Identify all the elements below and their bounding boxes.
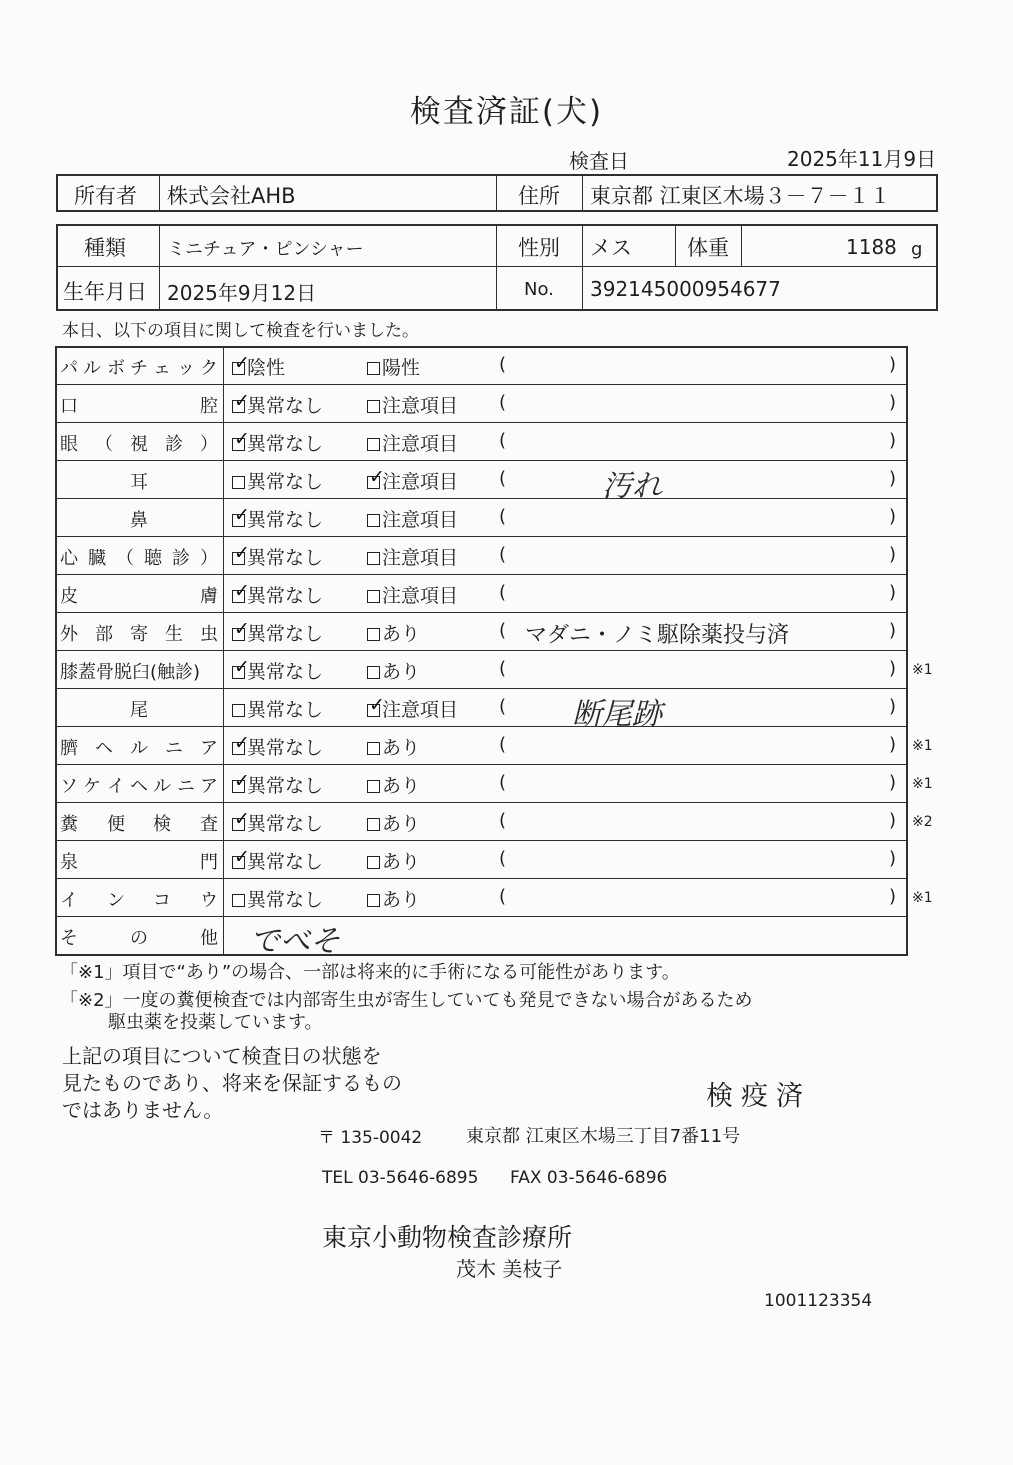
checkbox-icon[interactable] <box>232 846 250 869</box>
intro-text: 本日、以下の項目に関して検査を行いました。 <box>62 321 419 341</box>
option-normal[interactable] <box>232 391 323 418</box>
checkbox-icon[interactable] <box>232 704 245 717</box>
row-comment: 汚れ <box>602 469 662 504</box>
paren-open: ( <box>499 658 507 679</box>
row-divider <box>55 460 908 461</box>
option-abnormal-label: 注意項目 <box>382 699 459 721</box>
option-abnormal[interactable] <box>367 467 458 494</box>
paren-close: ) <box>889 734 897 755</box>
option-normal-label: 異常なし <box>247 775 324 797</box>
paren-open: ( <box>499 696 507 717</box>
checkbox-icon[interactable] <box>232 618 250 641</box>
checkbox-icon[interactable] <box>367 400 380 413</box>
row-label: 臍 ヘ ル ニ ア <box>60 738 218 759</box>
paren-close: ) <box>889 544 897 565</box>
clinic-address: 東京都 江東区木場三丁目7番11号 <box>466 1126 741 1147</box>
serial-number: 1001123354 <box>764 1291 873 1311</box>
checkbox-icon[interactable] <box>367 438 380 451</box>
paren-open: ( <box>499 354 507 375</box>
option-normal-label: 異常なし <box>247 889 324 911</box>
option-abnormal[interactable] <box>367 885 420 912</box>
row-label: 膝蓋骨脱臼(触診) <box>60 662 201 683</box>
clinic-fax: FAX 03-5646-6896 <box>510 1168 668 1188</box>
paren-open: ( <box>499 544 507 565</box>
address-label: 住所 <box>518 184 560 208</box>
row-comment: 断尾跡 <box>572 697 662 732</box>
row-note: ※1 <box>912 738 933 754</box>
owner-label: 所有者 <box>74 184 137 208</box>
option-abnormal-label: あり <box>382 737 421 759</box>
birth-label: 生年月日 <box>63 280 147 304</box>
other-value: でべそ <box>250 924 340 959</box>
option-normal-label: 異常なし <box>247 509 324 531</box>
row-label: 皮 膚 <box>60 586 218 607</box>
option-normal[interactable] <box>232 695 323 722</box>
checkbox-icon[interactable] <box>232 732 250 755</box>
owner-value: 株式会社AHB <box>167 184 296 208</box>
row-note: ※1 <box>912 890 933 906</box>
sex-value: メス <box>590 236 632 260</box>
option-abnormal-label: あり <box>382 623 421 645</box>
exam-date-label: 検査日 <box>569 149 629 173</box>
checkbox-icon[interactable] <box>367 694 385 717</box>
check-mark-icon: ✓ <box>234 808 250 830</box>
option-normal-label: 異常なし <box>247 737 324 759</box>
document-title: 検査済証(犬) <box>409 94 604 130</box>
checkbox-icon[interactable] <box>367 362 380 375</box>
paren-open: ( <box>499 468 507 489</box>
checkbox-icon[interactable] <box>367 894 380 907</box>
checkbox-icon[interactable] <box>367 514 380 527</box>
checkbox-icon[interactable] <box>367 666 380 679</box>
paren-open: ( <box>499 430 507 451</box>
row-divider <box>55 574 908 575</box>
row-label: パ ル ボ チ ェ ッ ク <box>60 358 218 379</box>
weight-value: 1188 <box>846 235 897 259</box>
clinic-name: 東京小動物検査診療所 <box>322 1223 573 1252</box>
option-normal[interactable] <box>232 885 323 912</box>
check-mark-icon: ✓ <box>234 732 250 754</box>
paren-close: ) <box>889 430 897 451</box>
number-value: 392145000954677 <box>590 277 781 301</box>
option-abnormal[interactable] <box>367 619 420 646</box>
quarantine-stamp: 検疫済 <box>706 1081 811 1112</box>
option-abnormal[interactable] <box>367 657 420 684</box>
disclaimer-line-3: ではありません。 <box>62 1098 224 1122</box>
option-abnormal-label: あり <box>382 813 421 835</box>
option-abnormal-label: 注意項目 <box>382 471 459 493</box>
option-normal[interactable] <box>232 847 323 874</box>
option-abnormal[interactable] <box>367 353 420 380</box>
paren-open: ( <box>499 506 507 527</box>
row-divider <box>55 536 908 537</box>
checkbox-icon[interactable] <box>232 580 250 603</box>
paren-close: ) <box>889 848 897 869</box>
checkbox-icon[interactable] <box>232 894 245 907</box>
paren-open: ( <box>499 848 507 869</box>
paren-close: ) <box>889 582 897 603</box>
checkbox-icon[interactable] <box>367 818 380 831</box>
paren-close: ) <box>889 696 897 717</box>
weight-label: 体重 <box>687 236 729 260</box>
option-normal[interactable] <box>232 467 323 494</box>
option-normal[interactable] <box>232 505 323 532</box>
row-divider <box>55 916 908 917</box>
birth-value: 2025年9月12日 <box>167 281 317 305</box>
row-note: ※2 <box>912 814 933 830</box>
paren-close: ) <box>889 506 897 527</box>
option-abnormal[interactable] <box>367 505 458 532</box>
row-divider <box>55 422 908 423</box>
checkbox-icon[interactable] <box>367 780 380 793</box>
option-abnormal[interactable] <box>367 391 458 418</box>
paren-open: ( <box>499 620 507 641</box>
footnote-2-line-1: 「※2」一度の糞便検査では内部寄生虫が寄生していても発見できない場合があるため <box>60 990 753 1011</box>
row-label: 泉 門 <box>60 852 218 873</box>
number-label: No. <box>524 279 554 300</box>
option-normal-label: 異常なし <box>247 471 324 493</box>
row-label: 鼻 <box>130 510 148 531</box>
option-abnormal-label: あり <box>382 851 421 873</box>
check-mark-icon: ✓ <box>234 504 250 526</box>
checkbox-icon[interactable] <box>367 552 380 565</box>
option-abnormal-label: あり <box>382 889 421 911</box>
exam-date-value: 2025年11月9日 <box>787 147 937 171</box>
breed-label: 種類 <box>84 236 126 260</box>
option-normal[interactable] <box>232 771 323 798</box>
option-normal-label: 異常なし <box>247 547 324 569</box>
checkbox-icon[interactable] <box>232 770 250 793</box>
sex-label: 性別 <box>518 236 560 260</box>
row-label: 糞 便 検 査 <box>60 814 218 835</box>
option-normal-label: 異常なし <box>247 395 324 417</box>
paren-close: ) <box>889 772 897 793</box>
breed-value: ミニチュア・ピンシャー <box>167 239 364 260</box>
row-label: イ ン コ ウ <box>60 890 218 911</box>
option-abnormal-label: 注意項目 <box>382 547 459 569</box>
check-mark-icon: ✓ <box>234 428 250 450</box>
other-label: そ の 他 <box>60 928 218 949</box>
option-normal-label: 異常なし <box>247 813 324 835</box>
row-comment: マダニ・ノミ駆除薬投与済 <box>525 623 790 648</box>
postal-code: 〒 135-0042 <box>318 1128 423 1148</box>
option-normal[interactable] <box>232 733 323 760</box>
option-abnormal-label: 注意項目 <box>382 585 459 607</box>
address-value: 東京都 江東区木場３－７－１１ <box>590 184 891 208</box>
row-note: ※1 <box>912 776 933 792</box>
check-mark-icon: ✓ <box>234 352 250 374</box>
option-normal[interactable] <box>232 429 323 456</box>
row-label: 口 腔 <box>60 396 218 417</box>
option-abnormal-label: 注意項目 <box>382 509 459 531</box>
option-normal-label: 異常なし <box>247 585 324 607</box>
footnote-2-line-2: 駆虫薬を投薬しています。 <box>108 1012 323 1033</box>
paren-open: ( <box>499 886 507 907</box>
option-abnormal[interactable] <box>367 581 458 608</box>
row-divider <box>55 764 908 765</box>
paren-open: ( <box>499 392 507 413</box>
row-label: 耳 <box>130 472 148 493</box>
disclaimer-line-2: 見たものであり、将来を保証するもの <box>62 1071 402 1095</box>
vet-name: 茂木 美枝子 <box>456 1257 563 1281</box>
check-mark-icon: ✓ <box>234 770 250 792</box>
paren-close: ) <box>889 658 897 679</box>
clinic-tel: TEL 03-5646-6895 <box>322 1168 479 1188</box>
check-mark-icon: ✓ <box>234 390 250 412</box>
option-abnormal-label: 注意項目 <box>382 433 459 455</box>
paren-open: ( <box>499 772 507 793</box>
row-label: 外 部 寄 生 虫 <box>60 624 218 645</box>
row-divider <box>55 688 908 689</box>
paren-close: ) <box>889 468 897 489</box>
checkbox-icon[interactable] <box>232 476 245 489</box>
option-abnormal[interactable] <box>367 543 458 570</box>
check-mark-icon: ✓ <box>234 846 250 868</box>
option-abnormal-label: 陽性 <box>382 357 421 379</box>
option-normal[interactable] <box>232 809 323 836</box>
checkbox-icon[interactable] <box>232 428 250 451</box>
option-abnormal[interactable] <box>367 847 420 874</box>
checkbox-icon[interactable] <box>232 656 250 679</box>
paren-open: ( <box>499 582 507 603</box>
option-normal-label: 異常なし <box>247 851 324 873</box>
option-normal[interactable] <box>232 543 323 570</box>
row-note: ※1 <box>912 662 933 678</box>
row-divider <box>55 384 908 385</box>
option-abnormal[interactable] <box>367 733 420 760</box>
option-normal[interactable] <box>232 657 323 684</box>
option-abnormal[interactable] <box>367 429 458 456</box>
weight-unit: g <box>911 239 923 260</box>
option-abnormal-label: 注意項目 <box>382 395 459 417</box>
option-normal[interactable] <box>232 353 285 380</box>
row-divider <box>55 498 908 499</box>
paren-close: ) <box>889 354 897 375</box>
paren-close: ) <box>889 392 897 413</box>
paren-close: ) <box>889 886 897 907</box>
checkbox-icon[interactable] <box>367 856 380 869</box>
paren-close: ) <box>889 620 897 641</box>
row-divider <box>55 802 908 803</box>
check-mark-icon: ✓ <box>234 656 250 678</box>
check-mark-icon: ✓ <box>234 580 250 602</box>
footnote-1: 「※1」項目で“あり”の場合、一部は将来的に手術になる可能性があります。 <box>60 962 680 983</box>
check-mark-icon: ✓ <box>369 694 385 716</box>
option-normal-label: 異常なし <box>247 623 324 645</box>
row-label: ソ ケ イ ヘ ル ニ ア <box>60 776 218 797</box>
checkbox-icon[interactable] <box>367 590 380 603</box>
option-normal-label: 異常なし <box>247 661 324 683</box>
option-abnormal[interactable] <box>367 809 420 836</box>
row-divider <box>55 840 908 841</box>
row-divider <box>55 650 908 651</box>
option-abnormal[interactable] <box>367 771 420 798</box>
checkbox-icon[interactable] <box>232 542 250 565</box>
check-mark-icon: ✓ <box>234 542 250 564</box>
checkbox-icon[interactable] <box>232 352 250 375</box>
option-abnormal-label: あり <box>382 775 421 797</box>
label-column-divider <box>223 346 224 954</box>
option-abnormal[interactable] <box>367 695 458 722</box>
checkbox-icon[interactable] <box>232 390 250 413</box>
row-label: 心 臓 （ 聴 診 ） <box>60 548 218 569</box>
paren-open: ( <box>499 734 507 755</box>
row-divider <box>55 612 908 613</box>
disclaimer-line-1: 上記の項目について検査日の状態を <box>62 1044 382 1068</box>
row-label: 尾 <box>130 700 148 721</box>
row-divider <box>55 878 908 879</box>
checkbox-icon[interactable] <box>367 742 380 755</box>
check-mark-icon: ✓ <box>234 618 250 640</box>
paren-open: ( <box>499 810 507 831</box>
checkbox-icon[interactable] <box>232 808 250 831</box>
checkbox-icon[interactable] <box>367 466 385 489</box>
option-normal-label: 異常なし <box>247 433 324 455</box>
check-mark-icon: ✓ <box>369 466 385 488</box>
option-normal[interactable] <box>232 619 323 646</box>
paren-close: ) <box>889 810 897 831</box>
checkbox-icon[interactable] <box>367 628 380 641</box>
option-abnormal-label: あり <box>382 661 421 683</box>
option-normal-label: 異常なし <box>247 699 324 721</box>
row-divider <box>55 726 908 727</box>
checkbox-icon[interactable] <box>232 504 250 527</box>
option-normal-label: 陰性 <box>247 357 286 379</box>
row-label: 眼 （ 視 診 ） <box>60 434 218 455</box>
option-normal[interactable] <box>232 581 323 608</box>
